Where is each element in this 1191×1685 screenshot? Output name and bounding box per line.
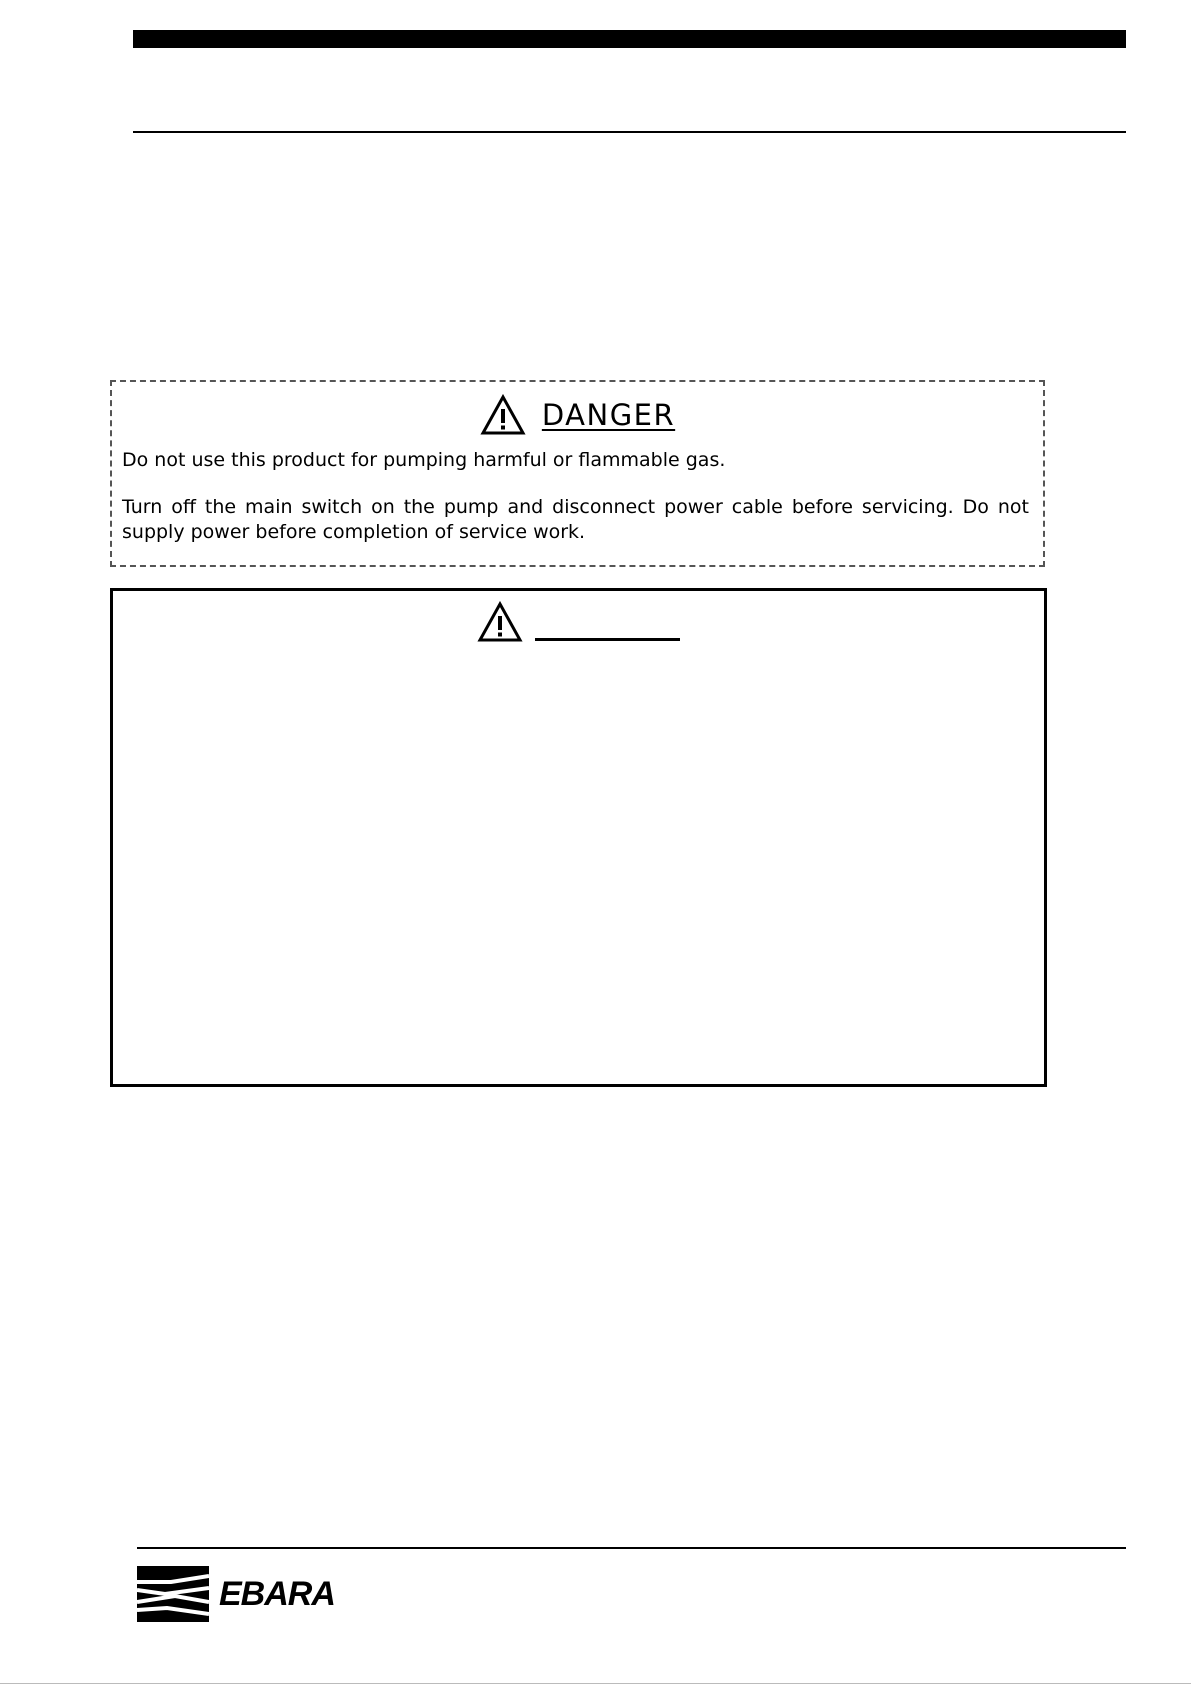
danger-paragraph-power: Turn off the main switch on the pump and disconnect power cable before servicing. Do not supply power before completion of service work. bbox=[122, 496, 1029, 543]
danger-heading bbox=[112, 394, 1043, 436]
ebara-wordmark: EBARA bbox=[219, 1575, 335, 1613]
danger-paragraph-gas: Do not use this product for pumping harmful or flammable gas. bbox=[122, 449, 726, 471]
danger-notice bbox=[110, 380, 1045, 567]
ebara-logo bbox=[137, 1566, 335, 1622]
danger-title: DANGER bbox=[541, 398, 676, 432]
header-bar bbox=[133, 30, 1126, 48]
warning-triangle-icon bbox=[477, 601, 523, 643]
caution-notice bbox=[110, 588, 1047, 1087]
warning-triangle-icon bbox=[480, 394, 526, 436]
footer-rule bbox=[137, 1547, 1126, 1549]
ebara-logo-mark-icon bbox=[137, 1566, 209, 1622]
header-rule bbox=[133, 131, 1126, 133]
caution-title-underline bbox=[535, 638, 680, 641]
caution-heading bbox=[113, 601, 1044, 643]
page-edge bbox=[0, 1683, 1191, 1684]
